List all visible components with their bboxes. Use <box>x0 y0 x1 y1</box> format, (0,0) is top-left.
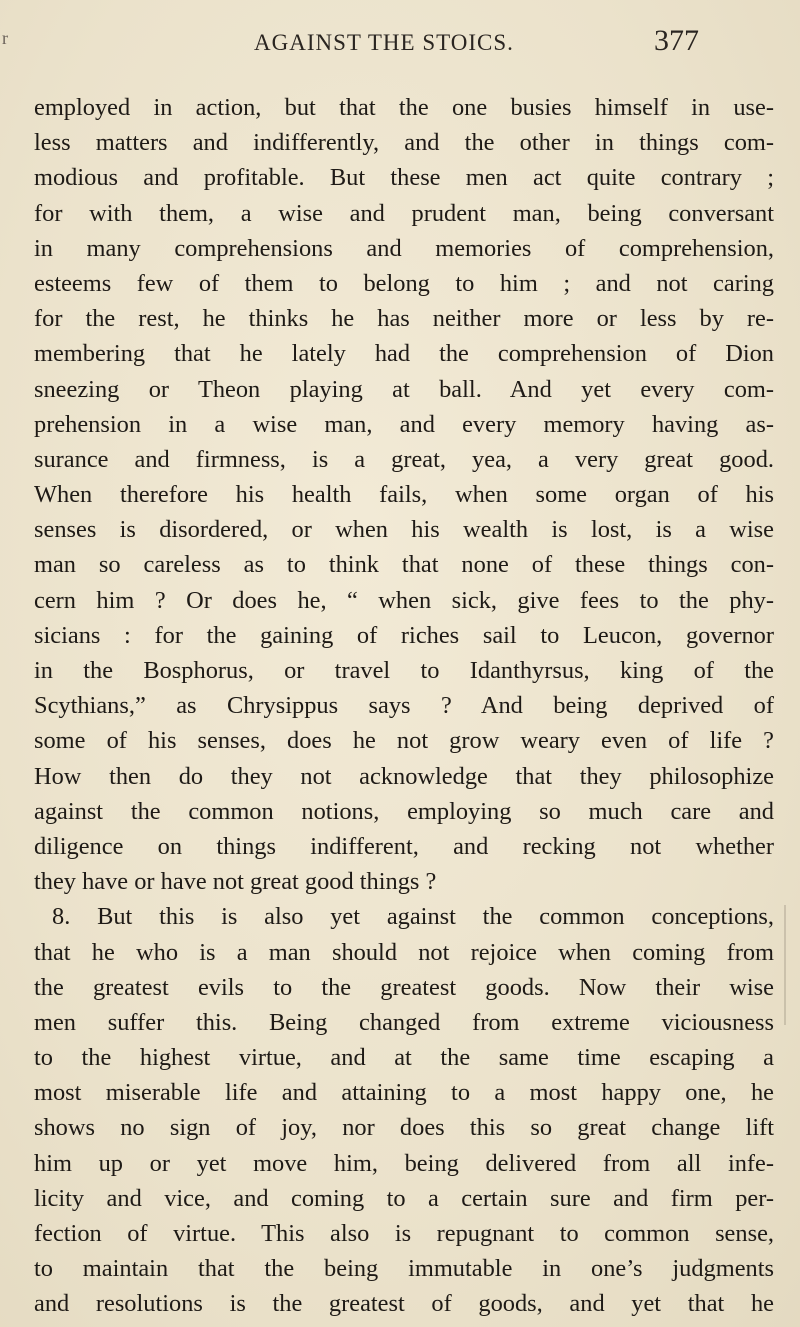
text-line: prehension in a wise man, and every memory having as- <box>34 410 774 438</box>
margin-mark: r <box>2 28 8 48</box>
running-title: AGAINST THE STOICS. <box>254 30 514 55</box>
text-line: surance and firmness, is a great, yea, a very great good. <box>34 445 774 473</box>
text-line: When therefore his health fails, when some organ of his <box>34 481 774 509</box>
text-line: the greatest evils to the greatest goods. Now their wise <box>34 973 774 1001</box>
text-line: How then do they not acknowledge that they philosophize <box>34 762 774 790</box>
text-line: cern him ? Or does he, “ when sick, give fees to the phy- <box>34 586 774 614</box>
text-line: to maintain that the being immutable in one’s judgments <box>34 1255 774 1283</box>
body-text <box>34 90 774 1322</box>
text-line: esteems few of them to belong to him ; and not caring <box>34 269 774 297</box>
page-edge-mark <box>784 905 786 1025</box>
text-line: some of his senses, does he not grow weary even of life ? <box>34 727 774 755</box>
text-line: to the highest virtue, and at the same time escaping a <box>34 1044 774 1072</box>
text-line: that he who is a man should not rejoice when coming from <box>34 938 774 966</box>
text-line: less matters and indifferently, and the other in things com- <box>34 129 774 157</box>
text-line: men suffer this. Being changed from extreme viciousness <box>34 1008 774 1036</box>
text-line: most miserable life and attaining to a most happy one, he <box>34 1079 774 1107</box>
text-line: against the common notions, employing so much care and <box>34 797 774 825</box>
text-line: him up or yet move him, being delivered from all infe- <box>34 1149 774 1177</box>
text-line: licity and vice, and coming to a certain sure and firm per- <box>34 1184 774 1212</box>
text-line: and resolutions is the greatest of goods, and yet that he <box>34 1290 774 1318</box>
page-number: 377 <box>654 24 699 57</box>
running-header <box>0 24 800 64</box>
text-line: employed in action, but that the one busies himself in use- <box>34 94 774 121</box>
text-line: modious and profitable. But these men act quite contrary ; <box>34 164 774 192</box>
text-line: in the Bosphorus, or travel to Idanthyrsus, king of the <box>34 657 774 684</box>
text-line: man so careless as to think that none of these things con- <box>34 551 774 579</box>
text-line: fection of virtue. This also is repugnant to common sense, <box>34 1220 774 1247</box>
paragraph-end-line: they have or have not great good things ? <box>34 868 437 896</box>
text-line: diligence on things indifferent, and recking not whether <box>34 832 774 860</box>
text-line: for the rest, he thinks he has neither more or less by re- <box>34 305 774 333</box>
text-line: Scythians,” as Chrysippus says ? And being deprived of <box>34 692 774 720</box>
text-line: senses is disordered, or when his wealth is lost, is a wise <box>34 516 774 544</box>
text-line: sicians : for the gaining of riches sail to Leucon, governor <box>34 621 774 649</box>
text-line: for with them, a wise and prudent man, being conversant <box>34 199 774 227</box>
text-line: membering that he lately had the comprehension of Dion <box>34 340 774 368</box>
text-line: shows no sign of joy, nor does this so great change lift <box>34 1114 774 1142</box>
text-line: sneezing or Theon playing at ball. And yet every com- <box>34 375 774 403</box>
text-line: in many comprehensions and memories of comprehension, <box>34 234 774 262</box>
section-start-line: 8. But this is also yet against the common conceptions, <box>52 903 774 931</box>
